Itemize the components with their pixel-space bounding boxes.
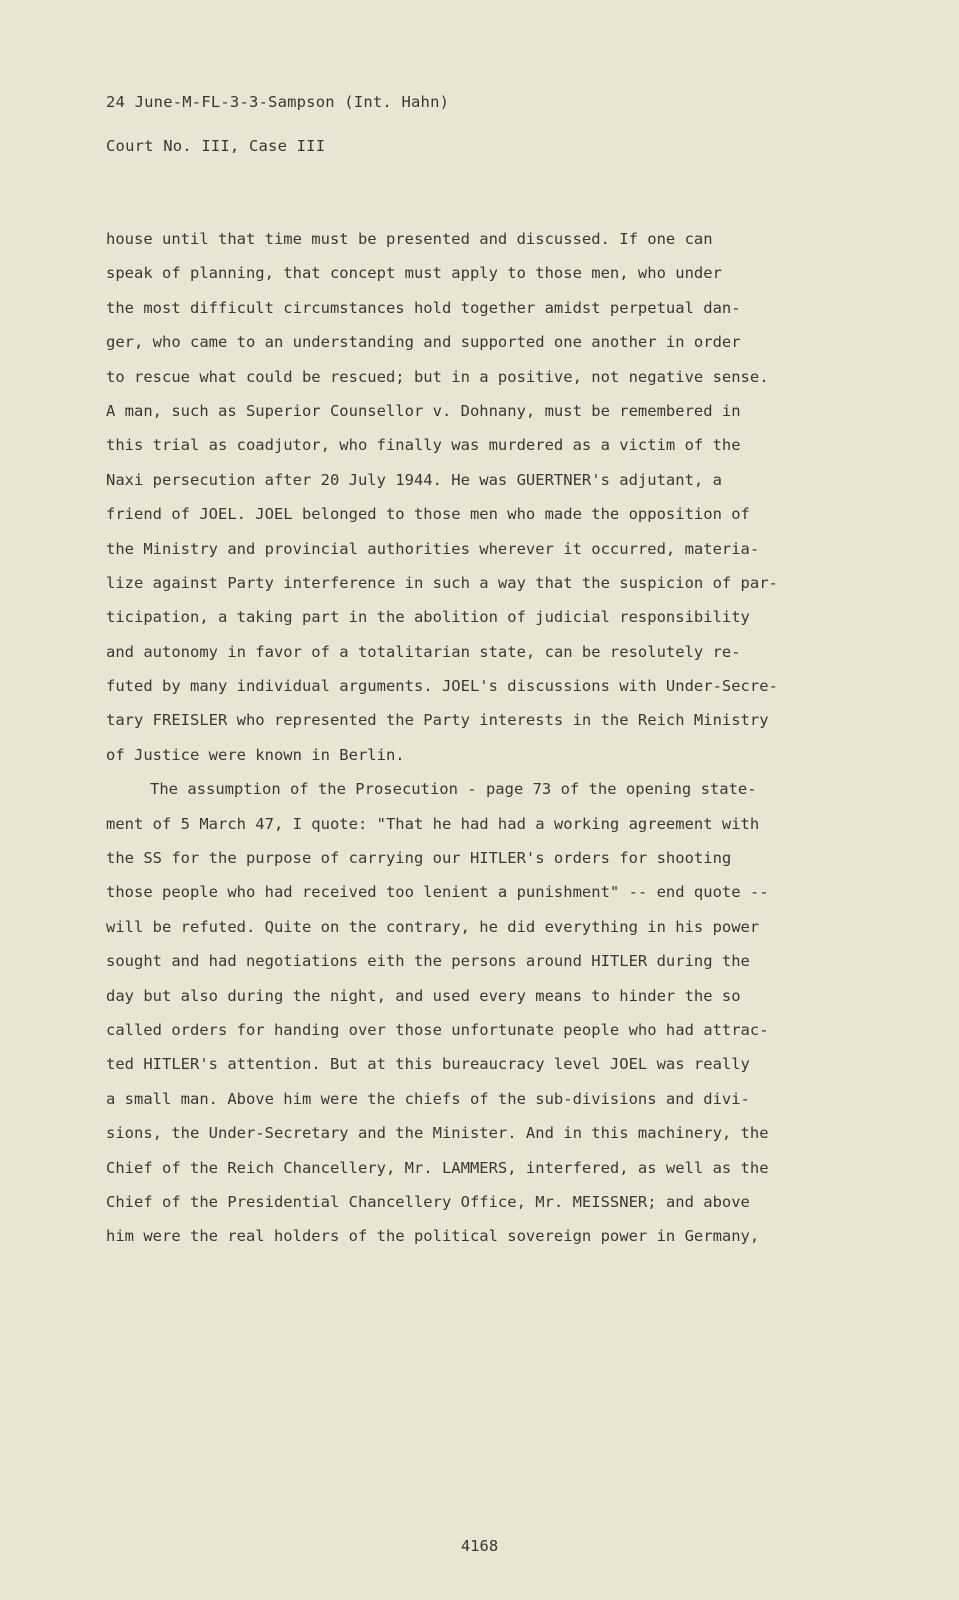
text-line: and autonomy in favor of a totalitarian state, can be resolutely re- <box>106 642 741 661</box>
text-line: him were the real holders of the political sovereign power in Germany, <box>106 1227 760 1246</box>
paragraph-start-line: The assumption of the Prosecution - page 73 of the opening state- <box>150 780 757 799</box>
text-line: Chief of the Reich Chancellery, Mr. LAMMERS, interfered, as well as the <box>106 1158 769 1177</box>
text-line: sions, the Under-Secretary and the Minister. And in this machinery, the <box>106 1124 769 1143</box>
text-line: the Ministry and provincial authorities wherever it occurred, materia- <box>106 539 760 558</box>
text-line: ted HITLER's attention. But at this bureaucracy level JOEL was really <box>106 1055 750 1074</box>
header-court-line: Court No. III, Case III <box>106 137 326 155</box>
text-line: the SS for the purpose of carrying our HITLER's orders for shooting <box>106 849 732 868</box>
page-number: 4168 <box>460 1537 499 1555</box>
text-line: called orders for handing over those unfortunate people who had attrac- <box>106 1020 769 1039</box>
text-line: this trial as coadjutor, who finally was murdered as a victim of the <box>106 436 741 455</box>
text-line: those people who had received too lenient a punishment" -- end quote -- <box>106 883 769 902</box>
text-line: a small man. Above him were the chiefs of the sub-divisions and divi- <box>106 1089 750 1108</box>
text-line: Chief of the Presidential Chancellery Office, Mr. MEISSNER; and above <box>106 1192 750 1211</box>
text-line: Naxi persecution after 20 July 1944. He was GUERTNER's adjutant, a <box>106 470 722 489</box>
text-line: lize against Party interference in such a way that the suspicion of par- <box>106 573 778 592</box>
text-line: sought and had negotiations eith the persons around HITLER during the <box>106 952 750 971</box>
header-reference-line: 24 June-M-FL-3-3-Sampson (Int. Hahn) <box>106 93 450 111</box>
text-line: A man, such as Superior Counsellor v. Dohnany, must be remembered in <box>106 401 741 420</box>
text-line: of Justice were known in Berlin. <box>106 745 405 764</box>
text-line: tary FREISLER who represented the Party interests in the Reich Ministry <box>106 711 769 730</box>
body-text <box>106 222 846 1254</box>
text-line: will be refuted. Quite on the contrary, he did everything in his power <box>106 917 760 936</box>
text-line: house until that time must be presented and discussed. If one can <box>106 230 713 248</box>
text-line: day but also during the night, and used every means to hinder the so <box>106 986 741 1005</box>
text-line: the most difficult circumstances hold together amidst perpetual dan- <box>106 298 741 317</box>
text-line: friend of JOEL. JOEL belonged to those men who made the opposition of <box>106 505 750 524</box>
text-line: ticipation, a taking part in the abolition of judicial responsibility <box>106 608 750 627</box>
text-line: ment of 5 March 47, I quote: "That he had had a working agreement with <box>106 814 760 833</box>
text-line: ger, who came to an understanding and supported one another in order <box>106 333 741 352</box>
text-line: futed by many individual arguments. JOEL's discussions with Under-Secre- <box>106 677 778 696</box>
text-line: speak of planning, that concept must apply to those men, who under <box>106 264 722 283</box>
text-line: to rescue what could be rescued; but in a positive, not negative sense. <box>106 367 769 386</box>
